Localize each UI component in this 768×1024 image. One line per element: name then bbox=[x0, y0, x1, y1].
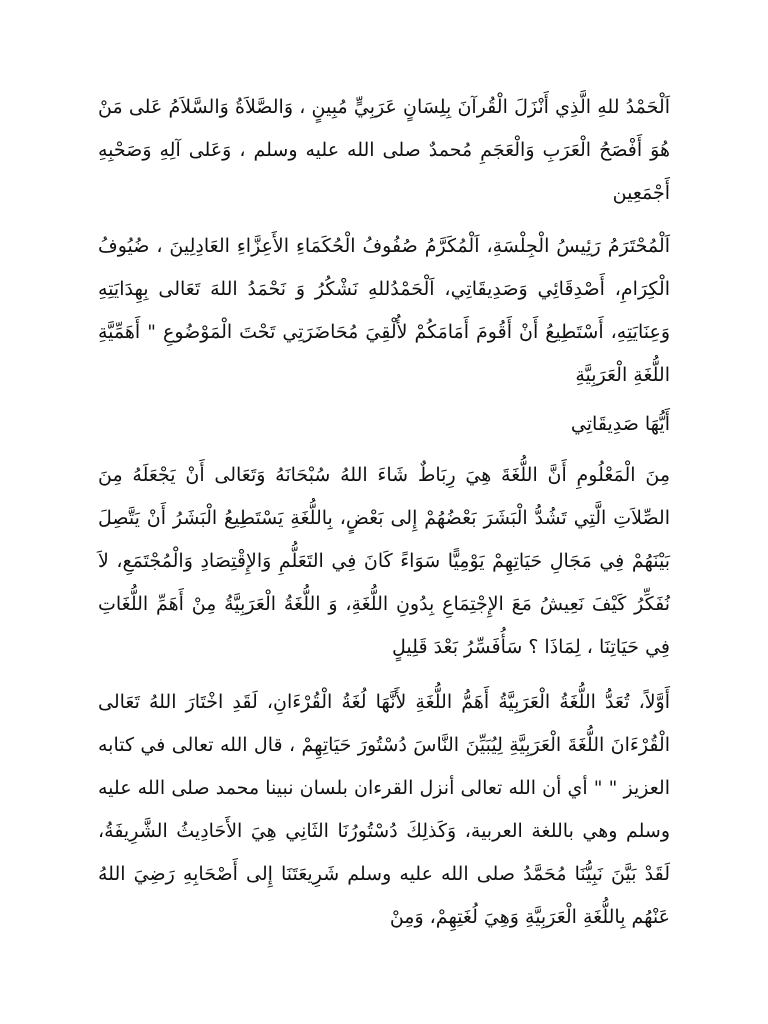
address-line: أَيُّهَا صَدِيقَاتِي bbox=[570, 413, 670, 435]
first-point-paragraph: أَوَّلاً، تُعَدُّ اللُّغَةُ الْعَرَبِيَّةُ أَهَمُّ اللُّغَةِ لأَنَّهَا لُغَةُ الْقُرْءَانِ، لَقَدِ اخْتَارَ اللهُ تَعَالى الْقُرْءَانَ اللُّغَةَ الْعَرَبِيَّةِ لِيُبَيِّنَ النَّاسَ دُسْتُورَ حَيَاتِهِمْ ، قال الله تعالى في كتابه العزيز " " أي أن الله تعالى أنزل القرءان بلسان نبينا محمد صلى الله عليه وسلم وهي باللغة العربية، وَكَذلِكَ دُسْتُورُنَا الثَانِي هِيَ الأَحَادِيثُ الشَّرِيفَةُ، لَقَدْ بَيَّنَ نَبِيُّنَا مُحَمَّدُ صلى الله عليه وسلم شَرِيعَتَنَا إِلى أَصْحَابِهِ رَضِيَ اللهُ عَنْهُم بِاللُّغَةِ الْعَرَبِيَّةِ وَهِيَ لُغَتِهِمْ، وَمِنْ bbox=[98, 691, 670, 928]
introduction-paragraph: مِنَ الْمَعْلُومِ أَنَّ اللُّغَةَ هِيَ رِبَاطٌ شَاءَ اللهُ سُبْحَانَهُ وَتَعَالى أَنْ يَجْعَلَهُ مِنَ الصِّلاَتِ الَّتِي تَشُدُّ الْبَشَرَ بَعْضُهُمْ إِلى بَعْضٍ، بِاللُّغَةِ يَسْتَطِيعُ الْبَشَرُ أَنْ يَتَّصِلَ بَيْنَهُمْ فِي مَجَالِ حَيَاتِهِمْ يَوْمِيًّا سَوَاءً كَانَ فِي التَعَلُّمِ وَالإِقْتِصَادِ وَالْمُجْتَمَعِ، لاَ نُفَكِّرُ كَيْفَ نَعِيشُ مَعَ الإِجْتِمَاعِ بِدُونِ اللُّغَةِ، وَ اللُّغَةُ الْعَرَبِيَّةُ مِنْ أَهَمِّ اللُّغَاتِ فِي حَيَاتِنَا ، لِمَاذَا ؟ سَأُفَسِّرُ بَعْدَ قَلِيلٍ bbox=[98, 464, 670, 658]
greeting-paragraph: اَلْمُحْتَرَمُ رَئِيسُ الْجِلْسَةِ، اَلْمُكَرَّمُ صُفُوفُ الْحُكَمَاءِ الأَعِزَّاءِ العَادِلِينَ ، ضُيُوفُ الْكِرَامِ، أَصْدِقَائِي وَصَدِيقَاتِي، اَلْحَمْدُللهِ نَشْكُرُ وَ نَحْمَدُ اللهَ تَعَالى بِهِدَايَتِهِ وَعِنَايَتِهِ، أَسْتَطِيعُ أَنْ أَقُومَ أَمَامَكُمْ لأُلْقِيَ مُحَاضَرَتِي تَحْتَ الْمَوْضُوعِ " أَهَمِّيَّةِ اللُّغَةِ الْعَرَبِيَّةِ bbox=[98, 235, 670, 386]
opening-praise-paragraph: اَلْحَمْدُ للهِ الَّذِي أَنْزَلَ الْقُرآنَ بِلِسَانٍ عَرَبِيٍّ مُبِينٍ ، وَالصَّلاَةُ وَالسَّلاَمُ عَلى مَنْ هُوَ أَفْصَحُ الْعَرَبِ وَالْعَجَمِ مُحمدٌ صلى الله عليه وسلم ، وَعَلى آلِهِ وَصَحْبِهِ أَجْمَعِين bbox=[98, 96, 670, 204]
document-page bbox=[98, 86, 670, 939]
